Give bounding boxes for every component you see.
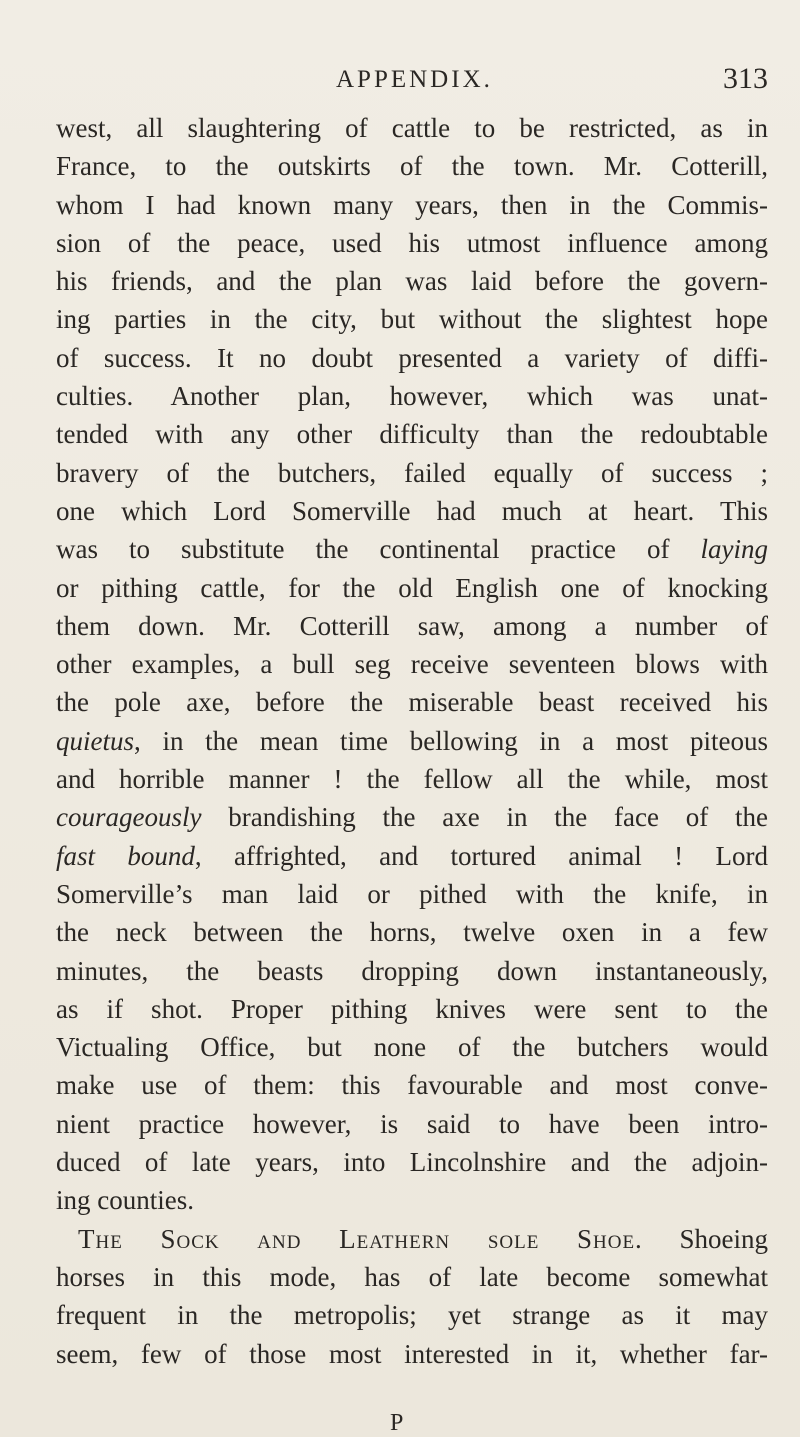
line-text: tended with any other difficulty than the redoubtable [56,419,768,450]
text-line [56,1296,768,1334]
text-line [56,875,768,913]
line-text: and horrible manner ! the fellow all the while, most [56,764,768,795]
body-text [56,109,768,1373]
line-text: one which Lord Somerville had much at heart. This [56,495,768,526]
line-text-tail: , in the mean time bellowing in a most piteous [134,725,768,756]
section-heading: The Sock and Leathern sole Shoe. [78,1223,643,1254]
line-text: ing parties in the city, but without the slightest hope [56,304,768,335]
line-text: nient practice however, is said to have been intro- [56,1108,768,1139]
italic-text: courageously [56,802,202,833]
text-line [56,990,768,1028]
line-text: as if shot. Proper pithing knives were sent to the [56,993,768,1024]
line-text: bravery of the butchers, failed equally of success ; [56,457,768,488]
line-text: other examples, a bull seg receive seventeen blows with [56,649,768,680]
text-line [56,837,768,875]
line-text: seem, few of those most interested in it, whether far- [56,1338,768,1369]
italic-text: quietus [56,725,134,756]
line-text-tail: Shoeing [642,1223,768,1254]
text-line [56,377,768,415]
text-line [56,1143,768,1181]
line-text: frequent in the metropolis; yet strange as it may [56,1300,768,1331]
line-text: minutes, the beasts dropping down instantaneously, [56,955,768,986]
line-text: was to substitute the continental practice of [56,534,701,565]
line-text: whom I had known many years, then in the Commis- [56,189,768,220]
text-line [56,913,768,951]
text-line [56,1105,768,1143]
line-text: them down. Mr. Cotterill saw, among a number of [56,610,768,641]
text-line [56,415,768,453]
line-text: of success. It no doubt presented a variety of diffi- [56,342,768,373]
line-text: duced of late years, into Lincolnshire and the adjoin- [56,1147,768,1178]
running-head-title: APPENDIX. [336,66,493,93]
line-text: make use of them: this favourable and most conve- [56,1070,768,1101]
line-text: France, to the outskirts of the town. Mr. Cotterill, [56,151,768,182]
text-line [56,1258,768,1296]
running-head [56,56,768,96]
italic-text: fast bound [56,840,195,871]
text-line [56,300,768,338]
line-text: the pole axe, before the miserable beast received his [56,687,768,718]
text-line [56,722,768,760]
text-line [56,186,768,224]
text-line [56,683,768,721]
text-line [56,492,768,530]
text-line [56,1066,768,1104]
line-text: his friends, and the plan was laid before the govern- [56,266,768,297]
text-line [56,1181,768,1219]
line-text: sion of the peace, used his utmost influence among [56,227,768,258]
line-text: horses in this mode, has of late become somewhat [56,1261,768,1292]
line-text: ing counties. [56,1185,194,1216]
text-line [56,952,768,990]
text-line [56,607,768,645]
signature-mark: P [390,1410,404,1436]
text-line [56,1028,768,1066]
text-line [56,1335,768,1373]
text-line [56,569,768,607]
text-line [56,645,768,683]
line-text: or pithing cattle, for the old English one of knocking [56,572,768,603]
line-text: culties. Another plan, however, which was unat- [56,381,768,412]
line-text: the neck between the horns, twelve oxen in a few [56,917,768,948]
text-line [56,224,768,262]
text-line [56,147,768,185]
text-line [56,262,768,300]
line-text-tail: , affrighted, and tortured animal ! Lord [194,840,768,871]
line-text: west, all slaughtering of cattle to be restricted, as in [56,113,768,143]
text-line [56,339,768,377]
text-line [56,530,768,568]
text-line [56,798,768,836]
italic-text: laying [700,534,768,565]
line-text: Victualing Office, but none of the butchers would [56,1032,768,1063]
page-number: 313 [723,62,768,95]
text-line [56,109,768,147]
text-line [56,760,768,798]
line-text: Somerville’s man laid or pithed with the knife, in [56,878,768,909]
line-text-tail: brandishing the axe in the face of the [201,802,768,833]
text-line [56,1220,768,1258]
text-line [56,454,768,492]
